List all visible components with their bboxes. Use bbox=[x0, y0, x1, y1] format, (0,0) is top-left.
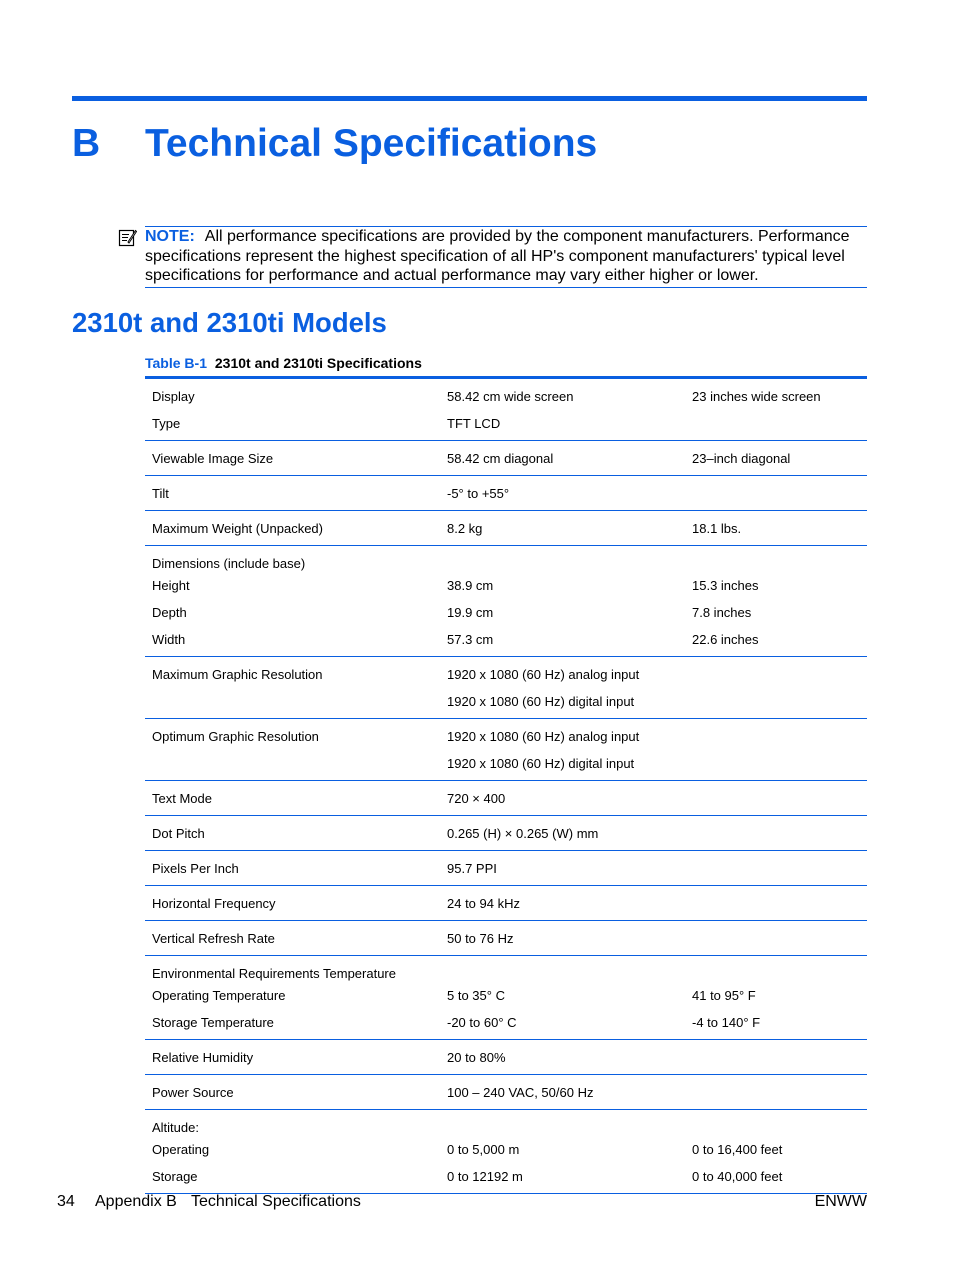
note-icon bbox=[118, 228, 137, 247]
spec-label: Storage bbox=[152, 1169, 198, 1184]
table-row bbox=[145, 1114, 867, 1136]
spec-label: Vertical Refresh Rate bbox=[152, 931, 275, 946]
spec-imperial-value: 23 inches wide screen bbox=[692, 389, 821, 404]
spec-group bbox=[145, 816, 867, 851]
spec-imperial-value: 41 to 95° F bbox=[692, 988, 756, 1003]
spec-imperial-value: 0 to 40,000 feet bbox=[692, 1169, 783, 1184]
spec-metric-value: 24 to 94 kHz bbox=[447, 896, 520, 911]
note-text: All performance specifications are provided by the component manufacturers. Performance specifications represent the highest specification of all HP's component manufacturers' typical level specifications for performance and actual performance may vary either higher or lower. bbox=[145, 228, 850, 285]
table-row bbox=[145, 515, 867, 542]
spec-metric-value: -20 to 60° C bbox=[447, 1015, 517, 1030]
spec-imperial-value: 7.8 inches bbox=[692, 605, 752, 620]
table-row bbox=[145, 855, 867, 882]
spec-label: Maximum Weight (Unpacked) bbox=[152, 521, 323, 536]
spec-metric-value: 0.265 (H) × 0.265 (W) mm bbox=[447, 826, 599, 841]
spec-metric-value: 38.9 cm bbox=[447, 578, 494, 593]
spec-label: Dot Pitch bbox=[152, 826, 205, 841]
table-row bbox=[145, 723, 867, 750]
table-row bbox=[145, 572, 867, 599]
spec-label: Pixels Per Inch bbox=[152, 861, 239, 876]
table-row bbox=[145, 688, 867, 715]
spec-metric-value: 20 to 80% bbox=[447, 1050, 506, 1065]
spec-metric-value: 50 to 76 Hz bbox=[447, 931, 514, 946]
spec-label: Relative Humidity bbox=[152, 1050, 254, 1065]
spec-imperial-value: -4 to 140° F bbox=[692, 1015, 761, 1030]
spec-group bbox=[145, 956, 867, 1040]
table-caption bbox=[145, 354, 422, 372]
spec-metric-value: 8.2 kg bbox=[447, 521, 483, 536]
spec-table bbox=[145, 376, 867, 1194]
spec-group bbox=[145, 851, 867, 886]
chapter-heading bbox=[72, 119, 597, 169]
spec-imperial-value: 18.1 lbs. bbox=[692, 521, 742, 536]
table-row bbox=[145, 383, 867, 410]
spec-label: Environmental Requirements Temperature bbox=[152, 966, 396, 981]
spec-group bbox=[145, 1110, 867, 1194]
note-box bbox=[145, 226, 867, 288]
spec-metric-value: -5° to +55° bbox=[447, 486, 510, 501]
spec-group bbox=[145, 781, 867, 816]
spec-group bbox=[145, 719, 867, 781]
spec-metric-value: 58.42 cm diagonal bbox=[447, 451, 554, 466]
footer-title: Technical Specifications bbox=[191, 1193, 361, 1210]
spec-label: Horizontal Frequency bbox=[152, 896, 276, 911]
table-row bbox=[145, 1009, 867, 1036]
table-row bbox=[145, 785, 867, 812]
spec-metric-value: 1920 x 1080 (60 Hz) analog input bbox=[447, 667, 640, 682]
spec-label: Viewable Image Size bbox=[152, 451, 274, 466]
spec-group bbox=[145, 476, 867, 511]
spec-group bbox=[145, 441, 867, 476]
spec-label: Altitude: bbox=[152, 1120, 199, 1135]
table-row bbox=[145, 661, 867, 688]
spec-metric-value: 100 – 240 VAC, 50/60 Hz bbox=[447, 1085, 594, 1100]
spec-metric-value: 0 to 5,000 m bbox=[447, 1142, 520, 1157]
spec-label: Width bbox=[152, 632, 186, 647]
spec-metric-value: 1920 x 1080 (60 Hz) digital input bbox=[447, 694, 635, 709]
table-row bbox=[145, 480, 867, 507]
page-footer bbox=[57, 1192, 867, 1212]
spec-label: Depth bbox=[152, 605, 187, 620]
table-row bbox=[145, 626, 867, 653]
table-row bbox=[145, 925, 867, 952]
spec-label: Operating Temperature bbox=[152, 988, 286, 1003]
spec-metric-value: 720 × 400 bbox=[447, 791, 506, 806]
spec-metric-value: 58.42 cm wide screen bbox=[447, 389, 574, 404]
page-number: 34 bbox=[57, 1193, 75, 1210]
spec-group bbox=[145, 511, 867, 546]
spec-group bbox=[145, 379, 867, 441]
spec-label: Dimensions (include base) bbox=[152, 556, 306, 571]
table-row bbox=[145, 982, 867, 1009]
table-row bbox=[145, 820, 867, 847]
note-label: NOTE: bbox=[145, 228, 195, 245]
table-row bbox=[145, 960, 867, 982]
spec-label: Power Source bbox=[152, 1085, 234, 1100]
table-row bbox=[145, 599, 867, 626]
table-row bbox=[145, 1044, 867, 1071]
spec-group bbox=[145, 921, 867, 956]
table-number: Table B-1 bbox=[145, 355, 207, 371]
spec-label: Tilt bbox=[152, 486, 169, 501]
table-title: 2310t and 2310ti Specifications bbox=[214, 355, 422, 371]
spec-imperial-value: 23–inch diagonal bbox=[692, 451, 791, 466]
footer-locale: ENWW bbox=[814, 1193, 867, 1210]
table-row bbox=[145, 750, 867, 777]
table-row bbox=[145, 890, 867, 917]
table-row bbox=[145, 1079, 867, 1106]
spec-group bbox=[145, 1040, 867, 1075]
spec-imperial-value: 0 to 16,400 feet bbox=[692, 1142, 783, 1157]
spec-label: Height bbox=[152, 578, 190, 593]
spec-metric-value: TFT LCD bbox=[447, 416, 501, 431]
table-row bbox=[145, 410, 867, 437]
table-row bbox=[145, 445, 867, 472]
spec-imperial-value: 22.6 inches bbox=[692, 632, 759, 647]
spec-group bbox=[145, 546, 867, 657]
spec-label: Optimum Graphic Resolution bbox=[152, 729, 319, 744]
spec-group bbox=[145, 886, 867, 921]
spec-label: Display bbox=[152, 389, 195, 404]
table-row bbox=[145, 1136, 867, 1163]
spec-label: Maximum Graphic Resolution bbox=[152, 667, 323, 682]
spec-metric-value: 1920 x 1080 (60 Hz) digital input bbox=[447, 756, 635, 771]
spec-metric-value: 57.3 cm bbox=[447, 632, 494, 647]
spec-group bbox=[145, 1075, 867, 1110]
spec-label: Operating bbox=[152, 1142, 210, 1157]
chapter-title: Technical Specifications bbox=[145, 122, 598, 165]
spec-metric-value: 0 to 12192 m bbox=[447, 1169, 523, 1184]
spec-label: Text Mode bbox=[152, 791, 212, 806]
spec-metric-value: 5 to 35° C bbox=[447, 988, 505, 1003]
chapter-top-rule bbox=[72, 96, 867, 101]
footer-appendix: Appendix B bbox=[95, 1193, 177, 1210]
spec-imperial-value: 15.3 inches bbox=[692, 578, 759, 593]
spec-metric-value: 19.9 cm bbox=[447, 605, 494, 620]
spec-label: Storage Temperature bbox=[152, 1015, 274, 1030]
table-row bbox=[145, 550, 867, 572]
table-row bbox=[145, 1163, 867, 1190]
chapter-letter: B bbox=[72, 122, 101, 165]
spec-metric-value: 95.7 PPI bbox=[447, 861, 497, 876]
section-title: 2310t and 2310ti Models bbox=[72, 307, 387, 338]
spec-label: Type bbox=[152, 416, 181, 431]
spec-group bbox=[145, 657, 867, 719]
spec-metric-value: 1920 x 1080 (60 Hz) analog input bbox=[447, 729, 640, 744]
